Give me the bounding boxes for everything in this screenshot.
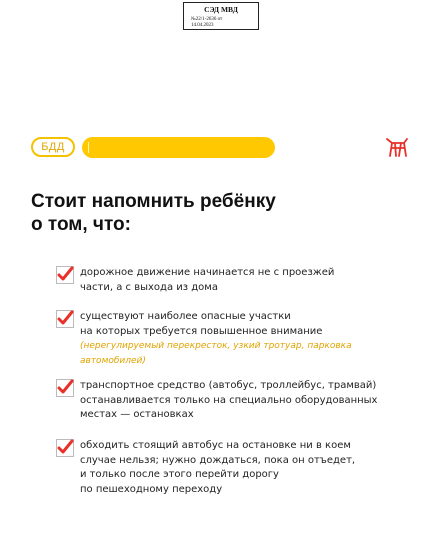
item-text <box>80 439 396 497</box>
item-line: части, а с выхода из дома <box>80 281 218 293</box>
item-note: (нерегулируемый перекресток, узкий тротуар, парковка <box>80 341 352 351</box>
stamp-number: №22/1-2636 от <box>191 17 223 22</box>
item-line: существуют наиболее опасные участки <box>80 311 291 322</box>
item-text <box>80 379 396 423</box>
check-icon <box>56 439 74 457</box>
bdd-badge: БДД <box>31 137 75 157</box>
headline-line-1: Стоит напомнить ребёнку <box>31 191 276 212</box>
check-icon <box>56 266 74 284</box>
stamp-title: СЭД МВД <box>204 5 238 14</box>
stamp-date: 14.04.2023 <box>191 23 214 28</box>
item-text <box>80 310 396 368</box>
item-line: транспортное средство (автобус, троллейбус, трамвай) <box>80 380 377 391</box>
item-line: дорожное движение начинается не с проезжей <box>80 267 335 278</box>
item-text <box>80 266 396 295</box>
item-line: на которых требуется повышенное внимание <box>80 325 323 337</box>
headline-line-2: о том, что: <box>31 214 131 235</box>
item-line: по пешеходному переходу <box>80 483 223 495</box>
registration-stamp <box>183 2 259 30</box>
item-line: останавливается только на специально оборудованных <box>80 394 378 406</box>
page-headline <box>31 190 361 236</box>
horse-logo-icon <box>384 134 410 160</box>
check-icon <box>56 379 74 397</box>
item-line: обходить стоящий автобус на остановке ни в коем <box>80 440 351 451</box>
check-icon <box>56 310 74 328</box>
item-line: и только после этого перейти дорогу <box>80 469 279 480</box>
item-line: местах — остановках <box>80 409 194 420</box>
item-line: случае нельзя; нужно дождаться, пока он отъедет, <box>80 454 356 466</box>
item-note: автомобилей) <box>80 355 146 366</box>
yellow-banner-bar <box>82 137 275 158</box>
